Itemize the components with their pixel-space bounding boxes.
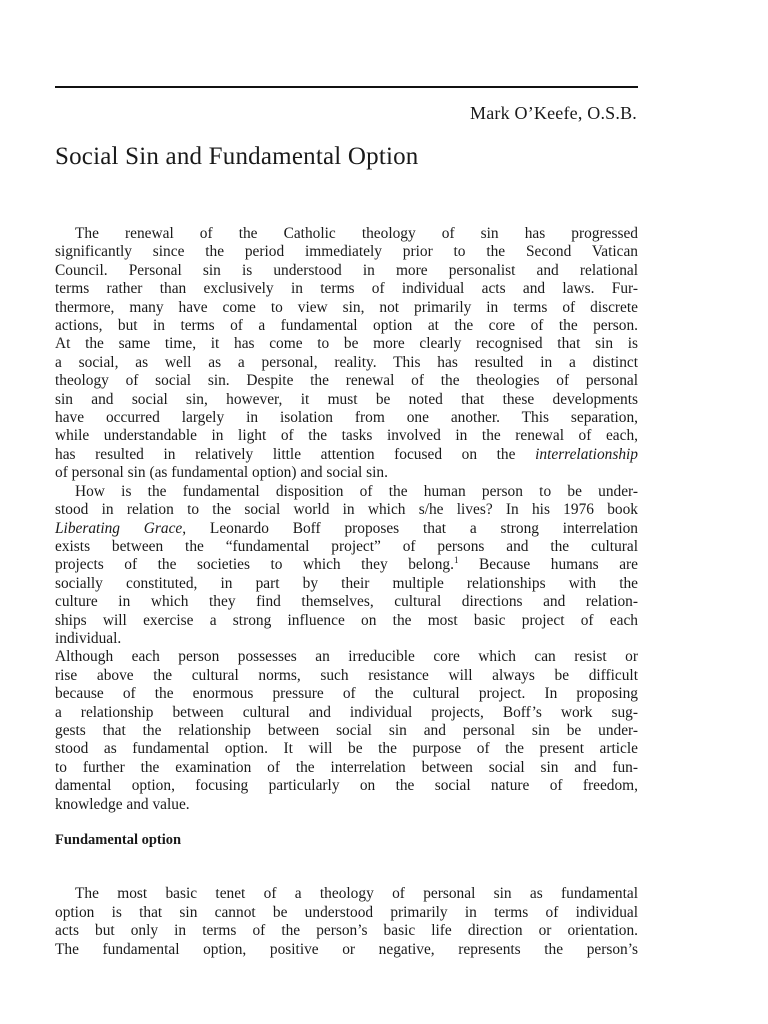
text-line: thermore, many have come to view sin, not primarily in terms of discrete: [55, 298, 638, 316]
text-line: significantly since the period immediately prior to the Second Vatican: [55, 243, 638, 261]
text-line: ships will exercise a strong influence on the most basic project of each: [55, 611, 638, 629]
text-line: rise above the cultural norms, such resistance will always be difficult: [55, 666, 638, 684]
text-line: At the same time, it has come to be more clearly recognised that sin is: [55, 335, 638, 353]
paragraph-4: [55, 885, 638, 959]
text-segment: projects of the societies to which they belong.: [55, 556, 454, 574]
text-line: while understandable in light of the tasks involved in the renewal of each,: [55, 427, 638, 445]
text-line: damental option, focusing particularly on the social nature of freedom,: [55, 777, 638, 795]
article-title: Social Sin and Fundamental Option: [55, 143, 419, 170]
text-segment: Because humans are: [458, 556, 638, 574]
section-body: [55, 870, 638, 974]
text-line: stood as fundamental option. It will be the purpose of the present article: [55, 740, 638, 758]
text-line: option is that sin cannot be understood primarily in terms of individual: [55, 903, 638, 921]
text-line: [55, 556, 638, 574]
article-body: [55, 225, 638, 814]
text-line: knowledge and value.: [55, 795, 190, 813]
text-line: individual.: [55, 629, 122, 647]
text-line: culture in which they find themselves, cultural directions and relation-: [55, 593, 638, 611]
emphasis-interrelationship: interrelationship: [535, 445, 638, 463]
text-line: exists between the “fundamental project” of persons and the cultural: [55, 537, 638, 555]
text-line: to further the examination of the interrelation between social sin and fun-: [55, 758, 638, 776]
text-line: How is the fundamental disposition of the human person to be under-: [75, 482, 638, 500]
footnote-marker[interactable]: 1: [453, 555, 459, 566]
section-heading: Fundamental option: [55, 832, 182, 848]
text-line: stood in relation to the social world in which s/he lives? In his 1976 book: [55, 501, 638, 519]
text-line: sin and social sin, however, it must be noted that these developments: [55, 390, 638, 408]
text-line: acts but only in terms of the person’s basic life direction or orientation.: [55, 922, 638, 940]
author-byline: Mark O’Keefe, O.S.B.: [470, 103, 637, 123]
text-line: terms rather than exclusively in terms of individual acts and laws. Fur-: [55, 280, 638, 298]
paragraph-2: [55, 483, 638, 649]
paragraph-1: [55, 225, 638, 483]
text-line: of personal sin (as fundamental option) and social sin.: [55, 464, 388, 482]
text-line: theology of social sin. Despite the renewal of the theologies of personal: [55, 372, 638, 390]
text-line: Although each person possesses an irreducible core which can resist or: [55, 648, 638, 666]
text-line: Council. Personal sin is understood in more personalist and relational: [55, 261, 638, 279]
text-line: because of the enormous pressure of the cultural project. In proposing: [55, 685, 638, 703]
text-line: a social, as well as a personal, reality. This has resulted in a distinct: [55, 353, 638, 371]
text-line: [55, 520, 638, 538]
text-line: socially constituted, in part by their multiple relationships with the: [55, 574, 638, 592]
paragraph-3: [55, 648, 638, 814]
text-segment: has resulted in relatively little attention focused on the: [55, 445, 516, 463]
text-line: The fundamental option, positive or negative, represents the person’s: [55, 940, 638, 958]
top-rule: [55, 86, 638, 88]
text-line: [55, 446, 638, 464]
text-line: actions, but in terms of a fundamental option at the core of the person.: [55, 317, 638, 335]
text-line: have occurred largely in isolation from one another. This separation,: [55, 409, 638, 427]
text-segment: , Leonardo Boff proposes that a strong interrelation: [182, 519, 638, 537]
book-title: Liberating Grace: [55, 519, 183, 537]
text-line: The renewal of the Catholic theology of sin has progressed: [75, 225, 638, 242]
text-line: gests that the relationship between social sin and personal sin be under-: [55, 721, 638, 739]
text-line: a relationship between cultural and individual projects, Boff’s work sug-: [55, 703, 638, 721]
text-line: The most basic tenet of a theology of personal sin as fundamental: [75, 885, 638, 903]
